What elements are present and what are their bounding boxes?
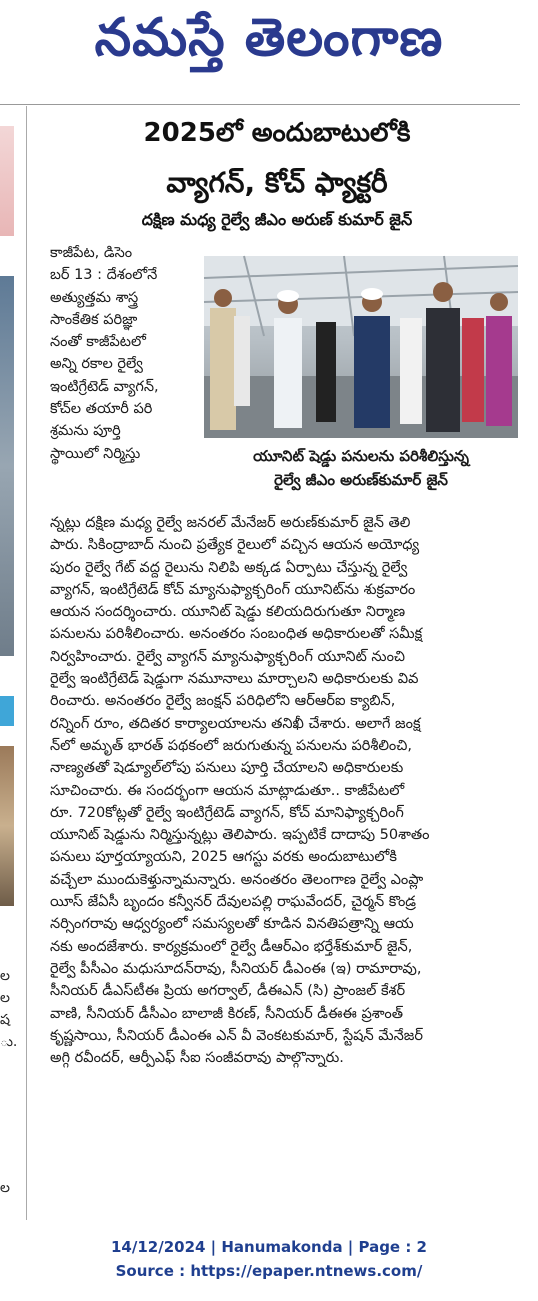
body-line: న్నట్లు దక్షిణ మధ్య రైల్వే జనరల్ మేనేజర్ అరుణ్‌కుమార్ జైన్ తెలి [50,515,411,531]
body-line: అత్యుత్తమ శాస్త్ర [50,289,139,306]
footer-source-line: Source : https://epaper.ntnews.com/ [115,1262,423,1280]
masthead-title: నమస్తే తెలంగాణ [94,8,444,68]
caption-line: రైల్వే జీఎం అరుణ్‌కుమార్ జైన్ [274,471,448,489]
adjacent-banner-fragment [0,696,14,726]
body-line: రించారు. అనంతరం రైల్వే జంక్షన్ పరిధిలోని ఆర్ఆర్ఐ క్యాబిన్, [50,693,396,710]
body-line: నాణ్యతతో షెడ్యూల్‌లోపు పనులు పూర్తి చేయాలని అధికారులకు [50,760,404,777]
body-line: సీనియర్ డీఎస్‌టీఈ ప్రియ అగర్వాల్, డీఈఎన్ (సి) ప్రాంజల్ కేశర్ [50,983,406,1000]
adjacent-text-fragment: ల [0,990,10,1006]
headline-line-2: వ్యాగన్, కోచ్ ఫ్యాక్టరీ [166,166,388,199]
body-line: రూ. 720కోట్లతో రైల్వే ఇంటిగ్రేటెడ్ వ్యాగన్, కోచ్ మానిఫ్యాక్చరింగ్ [50,804,404,821]
masthead [0,0,538,100]
body-line: వాణి, సీనియర్ డీసీఎం బాలాజీ కిరణ్, సీనియర్ డీఈఈ ప్రశాంత్ [50,1005,404,1022]
body-line: కోచ్‌ల తయారీ పరి [50,401,153,418]
body-line: రైల్వే పీసీఎం మధుసూదన్‌రావు, సీనియర్ డీఎంఈ (ఇ) రామారావు, [50,960,422,977]
article-photo [204,256,518,438]
adjacent-text-fragment: ల [0,968,10,984]
sub-headline: దక్షిణ మధ్య రైల్వే జీఎం అరుణ్ కుమార్ జైన్ [141,210,413,229]
adjacent-column-fragment [0,106,18,1221]
body-line: అగ్గి రవీందర్, ఆర్పీఎఫ్ సీఐ సంజీవరావు పాల్గొన్నారు. [50,1050,344,1067]
adjacent-text-fragment: ు. [0,1034,18,1050]
column-divider [26,106,27,1220]
adjacent-image-fragment [0,746,14,906]
headline-line-1: 2025లో అందుబాటులోకి [143,118,411,148]
body-line: సాంకేతిక పరిజ్ఞా [50,311,138,328]
body-line: ఆయన సందర్శించారు. యూనిట్ షెడ్డు కలియదిరుగుతూ నిర్మాణ [50,604,406,621]
body-line: ఇంటిగ్రేటెడ్ వ్యాగన్, [50,378,159,395]
body-line: నిర్వహించారు. రైల్వే వ్యాగన్ మ్యానుఫ్యాక్చరింగ్ యూనిట్ నుంచి [50,648,406,665]
body-line: సూచించారు. ఈ సందర్భంగా ఆయన మాట్లాడుతూ.. కాజీపేటలో [50,782,405,799]
body-line: కృష్ణసాయి, సీనియర్ డీఎంఈ ఎన్ వీ వెంకటకుమార్, స్టేషన్ మేనేజర్ [50,1027,424,1044]
body-line: యూనిట్ షెడ్డును నిర్మిస్తున్నట్లు తెలిపారు. ఇప్పటికే దాదాపు 50శాతం [50,827,430,844]
body-line: శ్రమను పూర్తి [50,423,121,440]
body-line: రన్నింగ్ రూం, తదితర కార్యాలయాలను తనిఖీ చేశారు. అలాగే జంక్ష [50,715,421,732]
body-line: కాజీపేట, డిసెం [50,245,133,261]
body-line: పనులను పరిశీలించారు. అనంతరం సంబంధిత అధికారులతో సమీక్ష [50,626,423,643]
body-line: స్థాయిలో నిర్మిస్తు [50,445,141,462]
photo-illustration [204,256,518,438]
masthead-divider [0,104,520,105]
body-line: న్‌లో అమృత్ భారత్ పథకంలో జరుగుతున్న పనులను పరిశీలించి, [50,737,412,754]
body-line: అన్ని రకాల రైల్వే [50,356,143,373]
photo-caption [204,444,518,492]
body-line: పారు. సికింద్రాబాద్ నుంచి ప్రత్యేక రైలులో వచ్చిన ఆయన అయోధ్య [50,537,420,554]
body-line: పురం రైల్వే గేట్ వద్ద రైలును నిలిపి అక్కడ ఏర్పాటు చేస్తున్న రైల్వే [50,559,408,576]
body-line: బర్ 13 : దేశంలోనే [50,267,158,284]
article-body [50,512,520,1069]
adjacent-text-fragment: ష [0,1012,10,1028]
body-line: నంతో కాజీపేటలో [50,334,146,351]
adjacent-text-fragment: ల [0,1180,10,1196]
body-line: రైల్వే ఇంటిగ్రేటెడ్ షెడ్డుగా నమూనాలు మార్చాలని అధికారులకు వివ [50,671,419,688]
body-line: యీస్ జేఏసీ బృందం కన్వీనర్ దేవులపల్లి రాఘవేందర్, చైర్మన్ కొండ్ర [50,894,417,911]
body-line: నకు అందజేశారు. కార్యక్రమంలో రైల్వే డీఆర్ఎం భర్తేశ్‌కుమార్ జైన్, [50,938,413,955]
adjacent-image-fragment [0,126,14,236]
body-line: పనులు పూర్తయ్యాయని, 2025 ఆగస్టు వరకు అందుబాటులోకి [50,849,397,866]
caption-line: యూనిట్ షెడ్డు పనులను పరిశీలిస్తున్న [253,447,469,465]
body-line: వ్యాగన్, ఇంటిగ్రేటెడ్ కోచ్ మ్యానుఫ్యాక్చరింగ్ యూనిట్‌ను శుక్రవారం [50,581,416,598]
news-article [32,106,522,1220]
article-body-intro [50,242,200,465]
body-line: నర్సింగరావు ఆధ్వర్యంలో సమస్యలతో కూడిన వినతిపత్రాన్ని ఆయ [50,916,414,933]
footer-date-line: 14/12/2024 | Hanumakonda | Page : 2 [110,1238,427,1256]
adjacent-image-fragment [0,276,14,656]
body-line: వచ్చేలా ముందుకెళ్తున్నామన్నారు. అనంతరం తెలంగాణ రైల్వే ఎంప్లా [50,871,424,888]
